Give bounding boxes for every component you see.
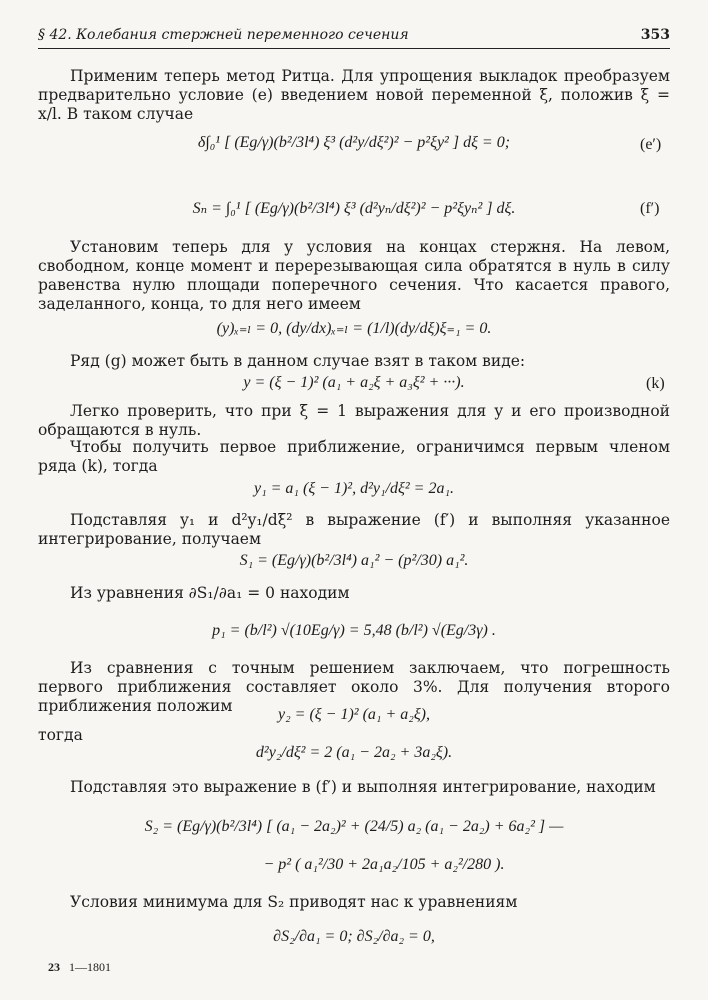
paragraph-integrate: Подставляя это выражение в (f′) и выполняя интегрирование, находим <box>70 778 656 796</box>
page-footer <box>48 960 111 975</box>
print-code: 1—1801 <box>69 960 111 974</box>
equation-e-prime: δ∫₀¹ [ (Eg/γ)(b²/3l⁴) ξ³ (d²y/dξ²)² − p²ξy² ] dξ = 0; <box>197 134 511 151</box>
equation-y2: y₂ = (ξ − 1)² (a₁ + a₂ξ), <box>278 706 430 723</box>
paragraph-boundary-conditions: Установим теперь для y условия на концах стержня. На левом, свободном, конце момент и перерезывающая сила обратятся в нуль в силу равенства нулю площади поперечного сечения. Что касается правого, заделанного, конца, то для него имеем <box>38 238 670 313</box>
paragraph-from-equation: Из уравнения ∂S₁/∂a₁ = 0 находим <box>70 584 350 602</box>
section-title: § 42. Колебания стержней переменного сечения <box>38 27 409 43</box>
running-header <box>38 27 670 43</box>
equation-boundary: (y)ₓ₌ₗ = 0, (dy/dx)ₓ₌ₗ = (1/l)(dy/dξ)ξ₌₁ = 0. <box>216 320 492 337</box>
equation-S2-line2: − p² ( a₁²/30 + 2a₁a₂/105 + a₂²/280 ). <box>263 856 505 873</box>
equation-S2-line1: S₂ = (Eg/γ)(b²/3l⁴) [ (a₁ − 2a₂)² + (24/5) a₂ (a₁ − 2a₂) + 6a₂² ] — <box>144 818 564 835</box>
paragraph-first-approx: Чтобы получить первое приближение, ограничимся первым членом ряда (k), тогда <box>38 438 670 475</box>
paragraph-comparison: Из сравнения с точным решением заключаем, что погрешность первого приближения составляет около 3%. Для получения второго приближения положим <box>38 659 670 715</box>
equation-f-prime: Sₙ = ∫₀¹ [ (Eg/γ)(b²/3l⁴) ξ³ (d²yₙ/dξ²)² − p²ξyₙ² ] dξ. <box>192 200 516 217</box>
header-rule <box>38 48 670 49</box>
paragraph-substitute-y1: Подставляя y₁ и d²y₁/dξ² в выражение (f′) и выполняя указанное интегрирование, получаем <box>38 511 670 548</box>
paragraph-ritz-method: Применим теперь метод Ритца. Для упрощения выкладок преобразуем предварительно условие (e) введением новой переменной ξ, положив ξ = x/l. В таком случае <box>38 67 670 123</box>
sheet-number: 23 <box>48 960 60 974</box>
paragraph-min-conditions: Условия минимума для S₂ приводят нас к уравнениям <box>70 893 518 911</box>
equation-y1: y₁ = a₁ (ξ − 1)², d²y₁/dξ² = 2a₁. <box>253 480 455 497</box>
equation-p1: p₁ = (b/l²) √(10Eg/γ) = 5,48 (b/l²) √(Eg/3γ) . <box>212 622 496 639</box>
equation-min-conditions: ∂S₂/∂a₁ = 0; ∂S₂/∂a₂ = 0, <box>273 928 435 945</box>
page-number: 353 <box>640 27 670 43</box>
equation-series-k: y = (ξ − 1)² (a₁ + a₂ξ + a₃ξ² + ···). <box>243 374 465 391</box>
equation-d2y2: d²y₂/dξ² = 2 (a₁ − 2a₂ + 3a₂ξ). <box>255 744 453 761</box>
paragraph-then: тогда <box>38 726 83 744</box>
equation-S1: S₁ = (Eg/γ)(b²/3l⁴) a₁² − (p²/30) a₁². <box>239 552 469 569</box>
paragraph-series-g: Ряд (g) может быть в данном случае взят в таком виде: <box>70 352 526 370</box>
equation-label-f-prime: (f′) <box>640 200 660 217</box>
paragraph-check: Легко проверить, что при ξ = 1 выражения для y и его производной обращаются в нуль. <box>38 402 670 439</box>
equation-label-e-prime: (e′) <box>640 136 662 153</box>
equation-label-k: (k) <box>646 375 665 392</box>
